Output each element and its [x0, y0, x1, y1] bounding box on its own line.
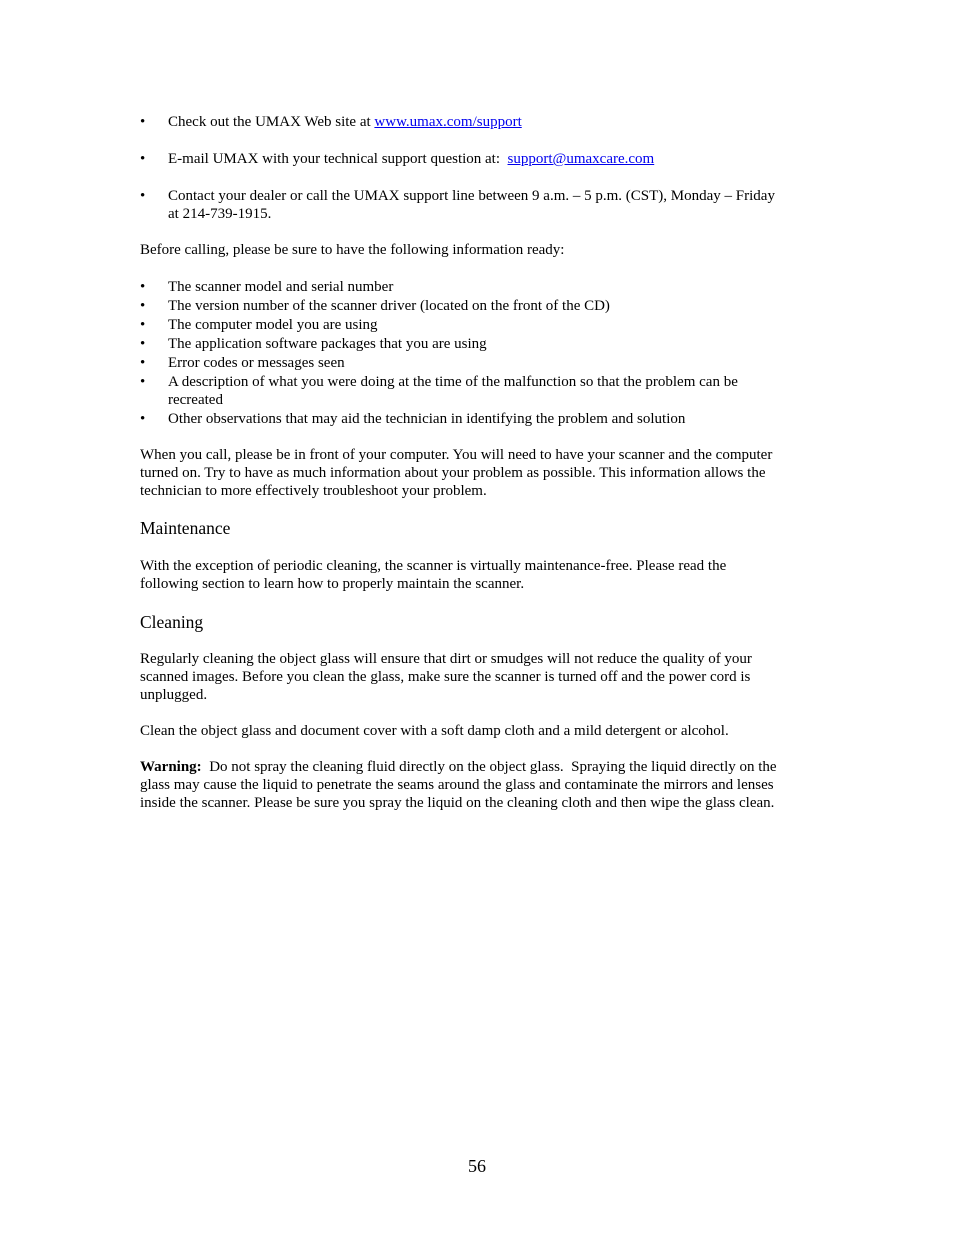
bullet-icon: •	[140, 355, 146, 371]
bullet-icon: •	[140, 317, 146, 333]
cleaning-instructions: Clean the object glass and document cover with a soft damp cloth and a mild detergent or alcohol.	[140, 723, 729, 739]
support-option-phone: • Contact your dealer or call the UMAX support line between 9 a.m. – 5 p.m. (CST), Monday – Friday at 214-739-1915.	[140, 188, 775, 222]
bullet-icon: •	[140, 279, 146, 295]
bullet-icon: •	[140, 151, 146, 167]
cleaning-paragraph: Regularly cleaning the object glass will ensure that dirt or smudges will not reduce the quality of your scanned images. Before you clean the glass, make sure the scanner is turned off and the power cord is unplugged.	[140, 651, 752, 703]
bullet-icon: •	[140, 298, 146, 314]
support-option-email: • E-mail UMAX with your technical support question at: support@umaxcare.com	[140, 151, 655, 167]
warning-label: Warning:	[140, 759, 202, 775]
support-website-link[interactable]: www.umax.com/support	[374, 114, 522, 130]
before-calling-text: Before calling, please be sure to have the following information ready:	[140, 242, 565, 258]
list-item: • Error codes or messages seen	[140, 355, 345, 371]
support-email-link[interactable]: support@umaxcare.com	[507, 151, 655, 167]
list-item: • The application software packages that you are using	[140, 336, 487, 352]
warning-paragraph: Warning: Do not spray the cleaning fluid directly on the object glass. Spraying the liquid directly on the glass may cause the liquid to penetrate the seams around the glass and contaminate the mirrors and lenses inside the scanner. Please be sure you spray the liquid on the cleaning cloth and then wipe the glass clean.	[140, 759, 777, 811]
cleaning-heading: Cleaning	[140, 612, 204, 632]
bullet-icon: •	[140, 114, 146, 130]
list-item: • A description of what you were doing at the time of the malfunction so that the problem can be recreated	[140, 374, 738, 408]
when-you-call-paragraph: When you call, please be in front of your computer. You will need to have your scanner and the computer turned on. Try to have as much information about your problem as possible. This information allows the technician to more effectively troubleshoot your problem.	[140, 447, 773, 499]
support-option-web: • Check out the UMAX Web site at www.umax.com/support	[140, 114, 522, 130]
maintenance-heading: Maintenance	[140, 518, 231, 538]
bullet-icon: •	[140, 188, 146, 204]
bullet-icon: •	[140, 411, 146, 427]
bullet-icon: •	[140, 374, 146, 390]
info-checklist	[140, 278, 820, 429]
bullet-icon: •	[140, 336, 146, 352]
list-item: • The computer model you are using	[140, 317, 378, 333]
list-item: • The version number of the scanner driver (located on the front of the CD)	[140, 298, 610, 314]
list-item: • The scanner model and serial number	[140, 279, 394, 295]
maintenance-paragraph: With the exception of periodic cleaning, the scanner is virtually maintenance-free. Please read the following section to learn how to properly maintain the scanner.	[140, 558, 727, 592]
page-number: 56	[468, 1156, 486, 1176]
list-item: • Other observations that may aid the technician in identifying the problem and solution	[140, 411, 686, 427]
